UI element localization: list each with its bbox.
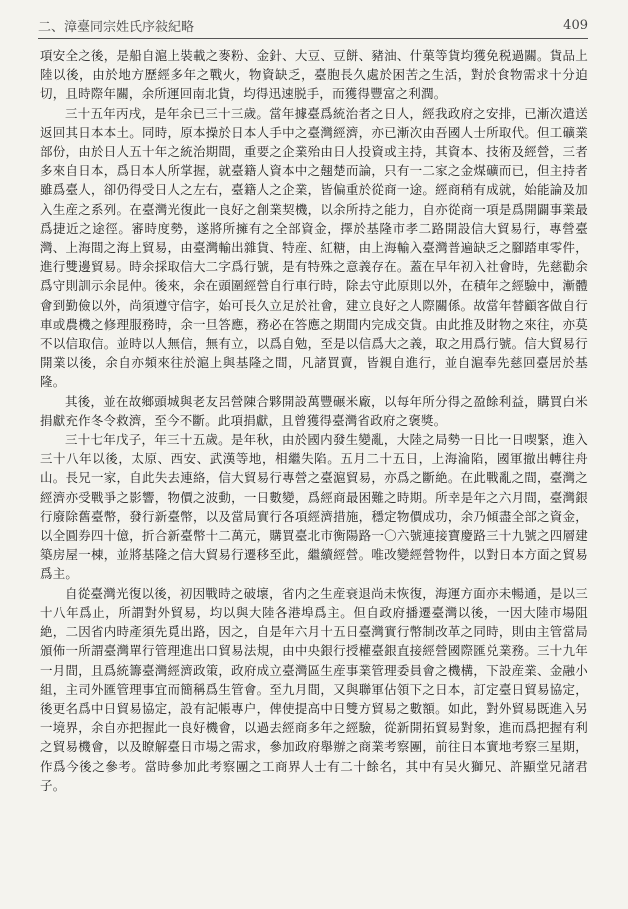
page-number: 409	[563, 17, 588, 33]
paragraph: 項安全之後，是船自滬上裝載之麥粉、金針、大豆、豆餅、豬油、什菓等貨均獲免税過關。貨品上陸以後，由於地方歷經多年之戰火，物資缺乏，臺胞長久處於困苦之生活，對於食物需求十分迫切，且時際年關，余所運回南北貨，均得迅速脱手，而獲得豐富之利潤。	[40, 48, 588, 102]
section-title: 二、漳臺同宗姓氏序敍紀略	[38, 19, 195, 35]
paragraph: 自從臺灣光復以後，初因戰時之破壞，省内之生産衰退尚未恢復，海運方面亦未暢通，是以三十八年爲止，所謂對外貿易，均以與大陸各港埠爲主。但自政府播遷臺灣以後，一因大陸市場阻絶，二因省内時產須先覓出路，因之，自是年六月十五日臺灣實行幣制改革之同時，則由主管當局頒佈一所謂臺灣單行管理進出口貿易法規，由中央銀行授權臺銀直接經營國際匯兑業務。三十九年一月間，且爲統籌臺灣經濟政策，政府成立臺灣區生産事業管理委員會之機構，下設産業、金融小組，主司外匯管理事宜而簡稱爲生管會。至九月間，又與聯軍佔領下之日本，訂定臺日貿易協定，後更名爲中日貿易協定，設有記帳專户，俾使提高中日雙方貿易之數額。如此，對外貿易既進入另一境界，余自亦把握此一良好機會，以過去經商多年之經驗，從新開拓貿易對象，進而爲把握有利之貿易機會，以及瞭解臺日市場之需求，參加政府舉辦之商業考察團，前往日本實地考察三星期，作爲今後之參考。當時參加此考察團之工商界人士有二十餘名，其中有吴火獅兄、許顯堂兄諸君子。	[40, 585, 588, 793]
body-text	[40, 46, 588, 899]
paragraph: 三十五年丙戌，是年余已三十三歲。當年據臺爲統治者之日人，經我政府之安排，已漸次遣送返回其日本本土。同時，原本操於日本人手中之臺灣經濟，亦已漸次由吾國人士所取代。但工礦業部份，由於日人五十年之統治期間，重要之企業殆由日人投資或主持，其資本、技術及經營，三者多來自日本，爲日本人所掌握，就臺籍人資本中之翹楚而論，只有一二家之金煤礦而已，但主持者雖爲臺人，卻仍得受日人之左右，臺籍人之企業，皆偏重於從商一途。經商稍有成就，始能論及加入生産之系列。在臺灣光復此一良好之創業契機，以余所持之能力，自亦從商一項是爲開闢事業最爲捷近之途徑。審時度勢，遂將所擁有之全部資金，擇於基隆市孝二路開設信大貿易行，專營臺灣、上海間之海上貿易，由臺灣輸出雜貨、特産、紅糖，由上海輸入臺灣普遍缺乏之腳踏車零件，進行雙邊貿易。時余採取信大二字爲行號，是有特殊之意義存在。蓋在早年初入社會時，先慈勸余爲守則訓示余昆仲。後來，余在頭圍經營自行車行時，除去守此原則以外，在積年之經驗中，漸體會到勤儉以外，尚須遵守信字，始可長久立足於社會，建立良好之人際關係。故當年替顧客做自行車或農機之修理服務時，余一旦答應，務必在答應之期間内完成交貨。由此推及財物之來往，亦莫不以信取信。並時以人無信，無有立，以爲自勉，至是以信爲大之義，取之用爲行號。信大貿易行開業以後，余自亦頻來往於滬上與基隆之間，凡諸買賣，皆親自進行，並自滬奉先慈回臺居於基隆。	[40, 105, 588, 390]
header-rule	[38, 38, 588, 39]
paragraph: 三十七年戊子，年三十五歲。是年秋，由於國内發生變亂，大陸之局勢一日比一日喫緊，進入三十八年以後，太原、西安、武漢等地，相繼失陷。五月二十五日，上海淪陷，國軍撤出轉往舟山。長兄一家，自此失去連絡，信大貿易行專營之臺滬貿易，亦爲之斷絶。在此戰亂之間，臺灣之經濟亦受戰爭之影響，物價之波動，一日數變，爲經商最困難之時期。所幸是年之六月間，臺灣銀行廢除舊臺幣，發行新臺幣，以及當局實行各項經濟措施，穩定物價成功，余乃傾盡全部之資金，以全圓券四十億，折合新臺幣十二萬元，購買臺北市衡陽路一〇六號連接寶慶路三十九號之四層建築房屋一棟，並將基隆之信大貿易行遷移至此，繼續經營。唯改變經營物件，以對日本方面之貿易爲主。	[40, 432, 588, 582]
paragraph: 其後，並在故鄉頭城與老友呂營陳合夥開設萬豐碾米廠，以每年所分得之盈餘利益，購買白米捐獻充作冬令救濟，至今不斷。此項捐獻，且曾獲得臺灣省政府之褒獎。	[40, 393, 588, 428]
running-header	[38, 14, 588, 36]
